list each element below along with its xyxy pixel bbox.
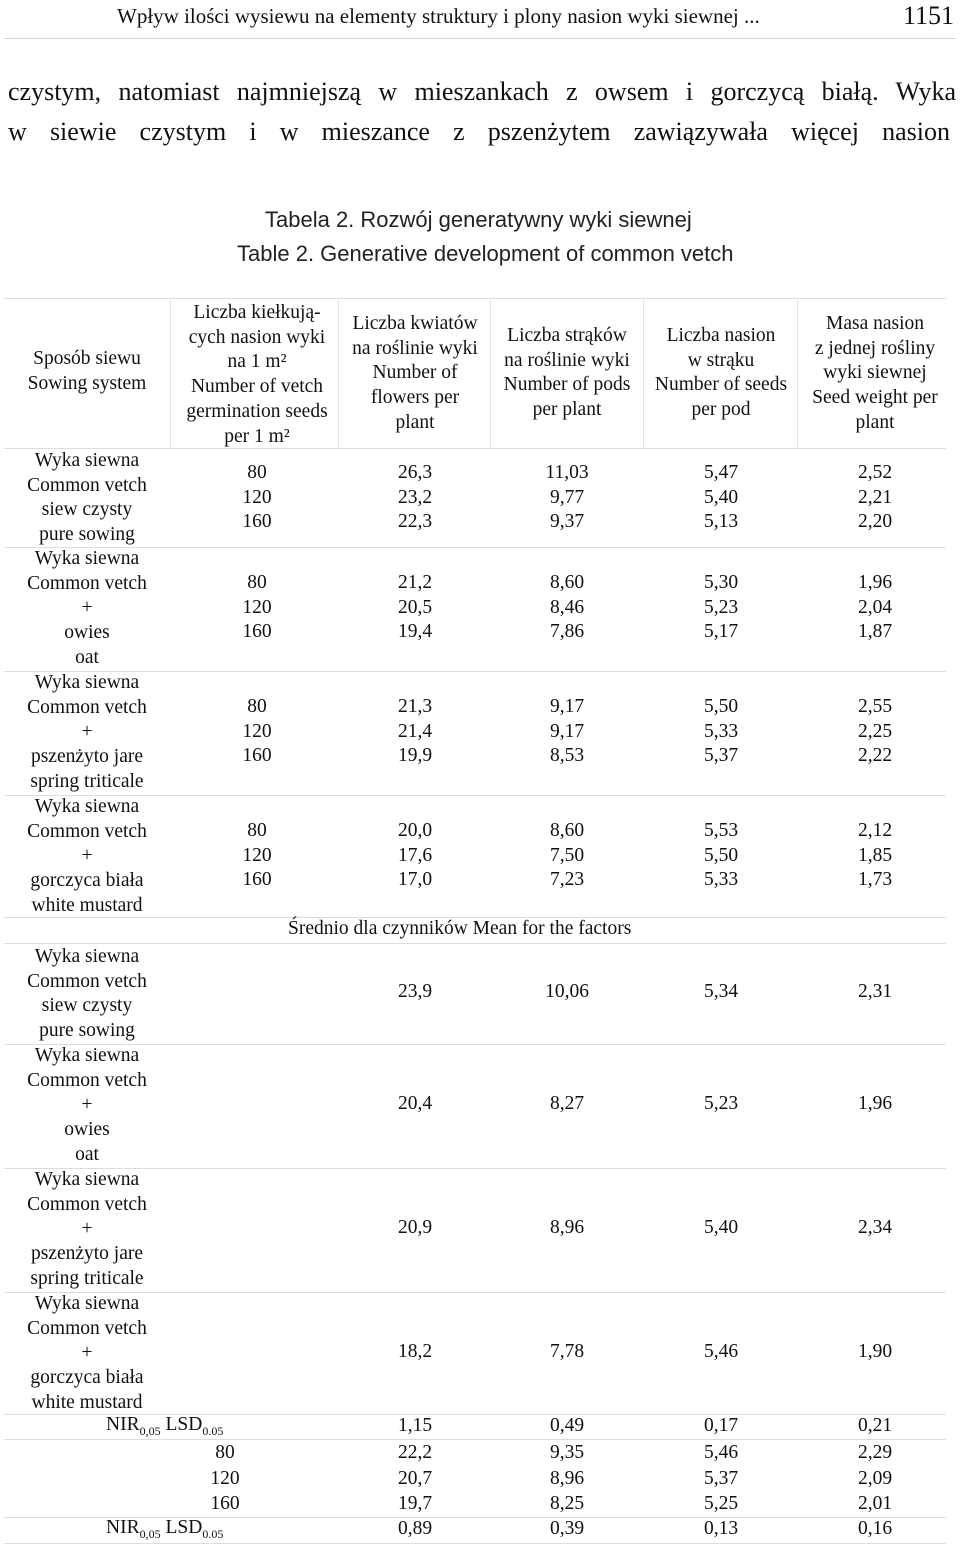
seed-mass-values	[800, 461, 950, 535]
mean-seed-mass-line: 2,34	[857, 1217, 893, 1238]
table-column-rule	[643, 298, 644, 448]
mean-sowing-method	[8, 1044, 166, 1168]
pods-values	[492, 819, 642, 893]
mean-sowing-method-line: Common vetch	[27, 1069, 147, 1091]
mean-seeds-per-pod	[645, 1340, 797, 1365]
sowing-method-line: Wyka siewna	[34, 796, 140, 817]
flowers-values-line: 21,4	[397, 720, 433, 742]
table-rule	[4, 671, 946, 672]
seed-density-line: 80	[247, 820, 267, 841]
mean-sowing-method-line: Wyka siewna	[34, 1293, 140, 1314]
lsd-seed-mass	[800, 1414, 950, 1439]
sowing-method-line: spring triticale	[30, 770, 144, 792]
header-germinating-seeds-line: per 1 m²	[224, 425, 290, 447]
mean-flowers	[340, 1092, 490, 1117]
table-rule	[4, 547, 946, 548]
lsd-label-method	[106, 1414, 223, 1439]
seeds-per-pod-values-line: 5,17	[703, 621, 739, 643]
density-mean-flowers-line: 22,2	[397, 1442, 433, 1463]
mean-sowing-method-line: gorczyca biała	[30, 1367, 144, 1389]
flowers-values-line: 21,3	[397, 696, 433, 717]
body-paragraph	[8, 72, 958, 152]
mean-sowing-method	[8, 945, 166, 1044]
seed-mass-values	[800, 571, 950, 645]
mean-seed-density-line: 80	[215, 1442, 235, 1463]
pods-values-line: 7,86	[549, 621, 585, 643]
lsd-flowers-line: 1,15	[397, 1415, 433, 1436]
seed-density-line: 160	[242, 869, 272, 891]
mean-sowing-method-line: Wyka siewna	[34, 1169, 140, 1190]
lsd-label-density	[106, 1517, 223, 1542]
header-pods-line: na roślinie wyki	[504, 349, 630, 371]
pods-values-line: 8,46	[549, 596, 585, 618]
table-rule	[4, 1292, 946, 1293]
sowing-method	[8, 449, 166, 548]
density-mean-flowers-line: 19,7	[397, 1493, 433, 1514]
mean-sowing-method-line: Wyka siewna	[34, 1045, 140, 1066]
seed-mass-values-line: 2,22	[857, 745, 893, 767]
mean-sowing-method-line: +	[81, 1094, 93, 1116]
lsd2-seeds-per-pod	[645, 1517, 797, 1542]
mean-sowing-method-line: Wyka siewna	[34, 946, 140, 967]
seed-mass-values-line: 2,25	[857, 720, 893, 742]
seed-density-line: 80	[247, 572, 267, 593]
seed-mass-values	[800, 695, 950, 769]
pods-values-line: 8,53	[549, 745, 585, 767]
pods-values-line: 9,37	[549, 511, 585, 533]
density-mean-seed-mass-line: 2,09	[857, 1467, 893, 1489]
table-rule	[4, 1044, 946, 1045]
table-rule	[4, 1168, 946, 1169]
density-mean-flowers	[340, 1440, 490, 1517]
flowers-values-line: 19,4	[397, 621, 433, 643]
sowing-method-line: gorczyca biała	[30, 870, 144, 892]
mean-pods	[492, 1216, 642, 1241]
density-mean-seed-mass-line: 2,29	[857, 1442, 893, 1463]
lsd2-pods	[492, 1517, 642, 1542]
sowing-method	[8, 547, 166, 671]
density-mean-seed-mass-line: 2,01	[857, 1493, 893, 1514]
seeds-per-pod-values-line: 5,37	[703, 745, 739, 767]
header-flowers-line: plant	[395, 411, 435, 433]
mean-seed-mass	[800, 980, 950, 1005]
table-rule	[4, 1543, 946, 1544]
mean-flowers	[340, 1340, 490, 1365]
header-sowing-system-line: Sposób siewu	[33, 348, 141, 369]
mean-sowing-method-line: Common vetch	[27, 970, 147, 992]
seeds-per-pod-values-line: 5,30	[703, 572, 739, 593]
header-seeds-per-pod-line: per pod	[691, 399, 751, 421]
sowing-method-line: +	[81, 845, 93, 867]
running-header	[0, 0, 960, 40]
header-pods	[492, 324, 642, 423]
mean-seed-density	[180, 1440, 330, 1517]
density-mean-seeds-per-pod	[645, 1440, 797, 1517]
header-seed-mass-line: plant	[855, 411, 895, 433]
sowing-method-line: Common vetch	[27, 474, 147, 496]
lsd-seeds-per-pod	[645, 1414, 797, 1439]
mean-pods-line: 7,78	[549, 1341, 585, 1362]
seed-mass-values-line: 1,96	[857, 572, 893, 593]
density-mean-pods-line: 8,96	[549, 1467, 585, 1489]
lsd2-seeds-per-pod-line: 0,13	[703, 1518, 739, 1539]
seed-density-line: 120	[242, 596, 272, 618]
lsd-seeds-per-pod-line: 0,17	[703, 1415, 739, 1436]
seed-mass-values-line: 2,20	[857, 511, 893, 533]
mean-seed-density-line: 160	[210, 1493, 240, 1514]
lsd-pods	[492, 1414, 642, 1439]
mean-flowers-line: 20,9	[397, 1217, 433, 1238]
table-caption-en: Table 2. Generative development of common vetch	[237, 241, 734, 266]
mean-pods	[492, 980, 642, 1005]
mean-sowing-method	[8, 1168, 166, 1292]
flowers-values	[340, 695, 490, 769]
header-germinating-seeds-line: germination seeds	[186, 400, 328, 422]
pods-values	[492, 571, 642, 645]
sowing-method-line: siew czysty	[41, 499, 133, 521]
mean-seed-mass-line: 2,31	[857, 981, 893, 1002]
lsd-label-density-subscript: 0.05	[202, 1526, 224, 1541]
seeds-per-pod-values-line: 5,33	[703, 720, 739, 742]
flowers-values-line: 19,9	[397, 745, 433, 767]
seed-density	[172, 571, 342, 645]
seeds-per-pod-values-line: 5,23	[703, 596, 739, 618]
mean-sowing-method-line: owies	[64, 1119, 110, 1141]
mean-seeds-per-pod	[645, 1216, 797, 1241]
mean-flowers	[340, 1216, 490, 1241]
sowing-method	[8, 671, 166, 795]
mean-seeds-per-pod	[645, 980, 797, 1005]
mean-sowing-method-line: Common vetch	[27, 1317, 147, 1339]
density-mean-seed-mass	[800, 1440, 950, 1517]
mean-sowing-method-line: oat	[75, 1143, 99, 1165]
seed-mass-values-line: 1,73	[857, 869, 893, 891]
mean-seeds-per-pod-line: 5,23	[703, 1093, 739, 1114]
mean-seeds-per-pod-line: 5,40	[703, 1217, 739, 1238]
header-germinating-seeds-line: cych nasion wyki	[188, 326, 326, 348]
mean-flowers-line: 20,4	[397, 1093, 433, 1114]
lsd-flowers	[340, 1414, 490, 1439]
lsd-seed-mass-line: 0,21	[857, 1415, 893, 1436]
lsd-label-method-subscript: 0,05	[139, 1423, 161, 1438]
lsd-label-method-subscript: 0.05	[202, 1423, 224, 1438]
header-seeds-per-pod-line: Number of seeds	[654, 374, 788, 396]
seed-mass-values-line: 1,87	[857, 621, 893, 643]
seed-mass-values-line: 1,85	[857, 844, 893, 866]
density-mean-pods-line: 8,25	[549, 1493, 585, 1514]
table-column-rule	[170, 298, 171, 448]
body-line: w siewie czystym i w mieszance z pszenżytem zawiązywała więcej nasion	[8, 117, 950, 146]
seed-density-line: 80	[247, 696, 267, 717]
lsd2-flowers-line: 0,89	[397, 1518, 433, 1539]
mean-sowing-method-line: +	[81, 1342, 93, 1364]
pods-values-line: 9,17	[549, 720, 585, 742]
flowers-values	[340, 571, 490, 645]
mean-flowers-line: 23,9	[397, 981, 433, 1002]
sowing-method-line: Common vetch	[27, 572, 147, 594]
mean-seed-density-line: 120	[210, 1467, 240, 1489]
header-flowers-line: Number of	[372, 362, 458, 384]
density-mean-pods-line: 9,35	[549, 1442, 585, 1463]
table-column-rule	[490, 298, 491, 448]
mean-seeds-per-pod-line: 5,34	[703, 981, 739, 1002]
pods-values-line: 7,23	[549, 869, 585, 891]
seeds-per-pod-values-line: 5,50	[703, 696, 739, 717]
seed-density	[172, 461, 342, 535]
seeds-per-pod-values-line: 5,53	[703, 820, 739, 841]
mean-sowing-method-line: white mustard	[31, 1391, 143, 1413]
sowing-method-line: pszenżyto jare	[30, 746, 144, 768]
seed-density	[172, 819, 342, 893]
pods-values-line: 8,60	[549, 572, 585, 593]
table-caption-pl: Tabela 2. Rozwój generatywny wyki siewnej	[265, 207, 692, 232]
lsd-pods-line: 0,49	[549, 1415, 585, 1436]
header-seed-mass-line: Seed weight per	[812, 387, 938, 409]
running-title: Wpływ ilości wysiewu na elementy struktury i plony nasion wyki siewnej ...	[117, 4, 760, 28]
lsd2-seed-mass-line: 0,16	[857, 1518, 893, 1539]
seeds-per-pod-values	[645, 461, 797, 535]
flowers-values-line: 20,0	[397, 820, 433, 841]
lsd2-pods-line: 0,39	[549, 1518, 585, 1539]
header-seed-mass-line: Masa nasion	[825, 313, 925, 334]
seeds-per-pod-values-line: 5,50	[703, 844, 739, 866]
seed-density-line: 160	[242, 511, 272, 533]
density-mean-seeds-per-pod-line: 5,46	[703, 1442, 739, 1463]
mean-pods-line: 8,27	[549, 1093, 585, 1114]
density-mean-seeds-per-pod-line: 5,37	[703, 1467, 739, 1489]
header-seeds-per-pod-line: w strąku	[687, 349, 755, 371]
table-rule	[4, 298, 946, 299]
lsd2-seed-mass	[800, 1517, 950, 1542]
header-rule	[4, 38, 956, 39]
seeds-per-pod-values	[645, 695, 797, 769]
mean-seed-mass	[800, 1092, 950, 1117]
mean-seed-mass-line: 1,96	[857, 1093, 893, 1114]
sowing-method-line: owies	[64, 622, 110, 644]
seed-mass-values-line: 2,21	[857, 486, 893, 508]
flowers-values-line: 17,6	[397, 844, 433, 866]
pods-values-line: 9,77	[549, 486, 585, 508]
sowing-method-line: Common vetch	[27, 820, 147, 842]
seed-density-line: 80	[247, 462, 267, 483]
header-seed-mass	[800, 312, 950, 436]
header-seed-mass-line: z jednej rośliny	[814, 337, 936, 359]
header-germinating-seeds-line: Liczba kiełkują-	[193, 302, 321, 323]
header-pods-line: Liczba strąków	[507, 325, 627, 346]
flowers-values-line: 26,3	[397, 462, 433, 483]
mean-pods-line: 10,06	[545, 981, 589, 1002]
seed-mass-values-line: 2,04	[857, 596, 893, 618]
header-flowers-line: flowers per	[370, 387, 460, 409]
header-pods-line: per plant	[532, 399, 602, 421]
page-number: 1151	[902, 1, 954, 30]
mean-sowing-method	[8, 1292, 166, 1416]
lsd-label-density-text: NIR	[106, 1517, 140, 1538]
seed-density-line: 120	[242, 486, 272, 508]
seed-mass-values-line: 2,55	[857, 696, 893, 717]
sowing-method-line: Wyka siewna	[34, 672, 140, 693]
mean-seeds-per-pod-line: 5,46	[703, 1341, 739, 1362]
mean-pods-line: 8,96	[549, 1217, 585, 1238]
lsd-label-density-subscript: 0,05	[139, 1526, 161, 1541]
seed-mass-values-line: 2,12	[857, 820, 893, 841]
seed-density	[172, 695, 342, 769]
mean-seed-mass-line: 1,90	[857, 1341, 893, 1362]
seeds-per-pod-values	[645, 819, 797, 893]
header-germinating-seeds-line: Number of vetch	[190, 376, 324, 398]
sowing-method-line: +	[81, 597, 93, 619]
density-mean-flowers-line: 20,7	[397, 1467, 433, 1489]
table-rule	[4, 795, 946, 796]
sowing-method-line: Wyka siewna	[34, 548, 140, 569]
density-mean-pods	[492, 1440, 642, 1517]
pods-values	[492, 695, 642, 769]
mean-flowers-line: 18,2	[397, 1341, 433, 1362]
sowing-method	[8, 795, 166, 919]
header-germinating-seeds-line: na 1 m²	[227, 351, 287, 373]
sowing-method-line: oat	[75, 646, 99, 668]
mean-sowing-method-line: spring triticale	[30, 1267, 144, 1289]
seed-density-line: 120	[242, 720, 272, 742]
lsd-label-density-text: LSD	[165, 1517, 203, 1538]
seeds-per-pod-values-line: 5,40	[703, 486, 739, 508]
mean-seed-mass	[800, 1340, 950, 1365]
seed-mass-values-line: 2,52	[857, 462, 893, 483]
mean-flowers	[340, 980, 490, 1005]
table-column-rule	[797, 298, 798, 448]
mean-heading: Średnio dla czynników Mean for the factors	[288, 918, 632, 939]
seeds-per-pod-values	[645, 571, 797, 645]
sowing-method-line: +	[81, 721, 93, 743]
body-line: czystym, natomiast najmniejszą w mieszankach z owsem i gorczycą białą. Wyka	[8, 77, 956, 106]
sowing-method-line: pure sowing	[39, 524, 135, 546]
header-germinating-seeds	[172, 301, 342, 449]
mean-pods	[492, 1340, 642, 1365]
mean-seeds-per-pod	[645, 1092, 797, 1117]
header-seeds-per-pod-line: Liczba nasion	[666, 325, 776, 346]
header-pods-line: Number of pods	[503, 374, 631, 396]
pods-values	[492, 461, 642, 535]
mean-seed-mass	[800, 1216, 950, 1241]
seeds-per-pod-values-line: 5,33	[703, 869, 739, 891]
header-flowers	[340, 312, 490, 436]
flowers-values-line: 23,2	[397, 486, 433, 508]
header-flowers-line: na roślinie wyki	[352, 337, 478, 359]
mean-pods	[492, 1092, 642, 1117]
mean-sowing-method-line: +	[81, 1218, 93, 1240]
lsd-label-method-text: NIR	[106, 1414, 140, 1435]
sowing-method-line: Wyka siewna	[34, 450, 140, 471]
flowers-values-line: 21,2	[397, 572, 433, 593]
mean-sowing-method-line: pszenżyto jare	[30, 1243, 144, 1265]
pods-values-line: 7,50	[549, 844, 585, 866]
pods-values-line: 9,17	[549, 696, 585, 717]
header-sowing-system-line: Sowing system	[27, 372, 147, 394]
seed-density-line: 160	[242, 621, 272, 643]
flowers-values-line: 22,3	[397, 511, 433, 533]
flowers-values	[340, 461, 490, 535]
header-sowing-system	[8, 347, 166, 396]
lsd-label-method-text: LSD	[165, 1414, 203, 1435]
seed-density-line: 120	[242, 844, 272, 866]
seeds-per-pod-values-line: 5,47	[703, 462, 739, 483]
density-mean-seeds-per-pod-line: 5,25	[703, 1493, 739, 1514]
seed-mass-values	[800, 819, 950, 893]
table-rule	[4, 943, 946, 944]
mean-sowing-method-line: siew czysty	[41, 995, 133, 1017]
mean-sowing-method-line: pure sowing	[39, 1020, 135, 1042]
header-flowers-line: Liczba kwiatów	[352, 313, 478, 334]
mean-sowing-method-line: Common vetch	[27, 1193, 147, 1215]
pods-values-line: 8,60	[549, 820, 585, 841]
pods-values-line: 11,03	[545, 462, 589, 483]
flowers-values-line: 20,5	[397, 596, 433, 618]
seeds-per-pod-values-line: 5,13	[703, 511, 739, 533]
sowing-method-line: Common vetch	[27, 696, 147, 718]
flowers-values-line: 17,0	[397, 869, 433, 891]
seed-density-line: 160	[242, 745, 272, 767]
header-seed-mass-line: wyki siewnej	[823, 362, 927, 384]
flowers-values	[340, 819, 490, 893]
header-seeds-per-pod	[645, 324, 797, 423]
lsd2-flowers	[340, 1517, 490, 1542]
sowing-method-line: white mustard	[31, 894, 143, 916]
